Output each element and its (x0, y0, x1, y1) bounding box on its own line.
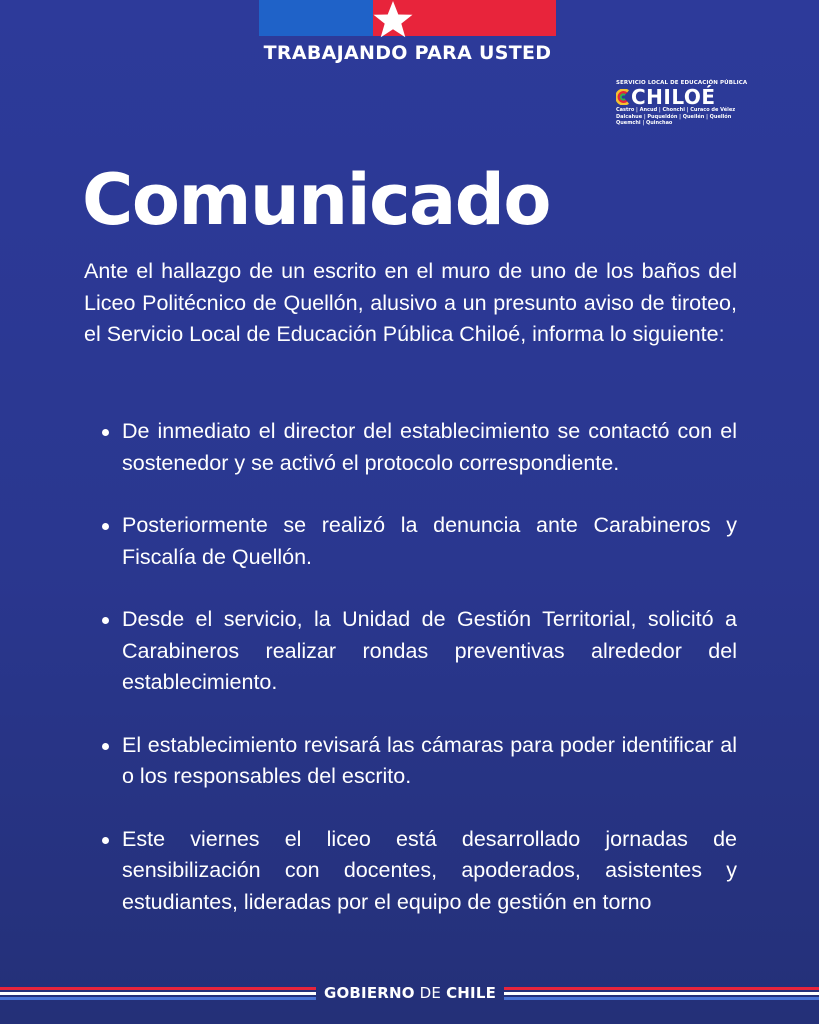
list-item (84, 730, 737, 793)
bullet-icon (102, 743, 109, 750)
logo-name: CHILOÉ (631, 85, 716, 109)
footer-word-chile: CHILE (446, 984, 497, 1002)
footer-word-gobierno: GOBIERNO (323, 984, 415, 1002)
list-item (84, 604, 737, 699)
chiloe-logo (616, 80, 746, 140)
list-item (84, 824, 737, 919)
list-item-text: Desde el servicio, la Unidad de Gestión Territorial, solicitó a Carabineros realizar rondas preventivas alrededor del establecimiento. (122, 607, 737, 694)
list-item-text: Este viernes el liceo está desarrollado jornadas de sensibilización con docentes, apoderados, asistentes y estudiantes, lideradas por el equipo de gestión en torno (122, 826, 737, 914)
logo-comunas: Castro | Ancud | Chonchi | Curaco de Vélez Dalcahue | Puqueldón | Queilén | Quellón Quemchi | Quinchao (616, 107, 736, 126)
footer (0, 978, 819, 1008)
flag-blue-field (259, 0, 373, 36)
footer-word-de: DE (414, 984, 447, 1002)
logo-main (616, 87, 746, 107)
list-item-text: Posteriormente se realizó la denuncia ante Carabineros y Fiscalía de Quellón. (122, 513, 737, 569)
intro-paragraph: Ante el hallazgo de un escrito en el muro de uno de los baños del Liceo Politécnico de Quellón, alusivo a un presunto aviso de tiroteo, el Servicio Local de Educación Pública Chiloé, informa lo siguiente: (84, 259, 737, 346)
footer-stripes-right (504, 987, 819, 999)
bullet-icon (102, 429, 109, 436)
bullet-icon (102, 617, 109, 624)
page-title: Comunicado (82, 159, 550, 241)
rainbow-c-icon (616, 89, 630, 105)
list-item (84, 510, 737, 573)
logo-subtitle: SERVICIO LOCAL DE EDUCACIÓN PÚBLICA (616, 80, 748, 86)
list-item (84, 416, 737, 479)
tagline: TRABAJANDO PARA USTED (263, 42, 552, 64)
footer-stripes-left (0, 987, 316, 999)
gobierno-de-chile-logo (316, 978, 504, 1008)
bullet-icon (102, 837, 109, 844)
bullet-list (84, 416, 737, 918)
list-item-text: El establecimiento revisará las cámaras para poder identificar al o los responsables del escrito. (122, 732, 737, 788)
bullet-icon (102, 523, 109, 530)
list-item-text: De inmediato el director del establecimiento se contactó con el sostenedor y se activó el protocolo correspondiente. (122, 419, 737, 475)
star-icon (370, 0, 416, 40)
